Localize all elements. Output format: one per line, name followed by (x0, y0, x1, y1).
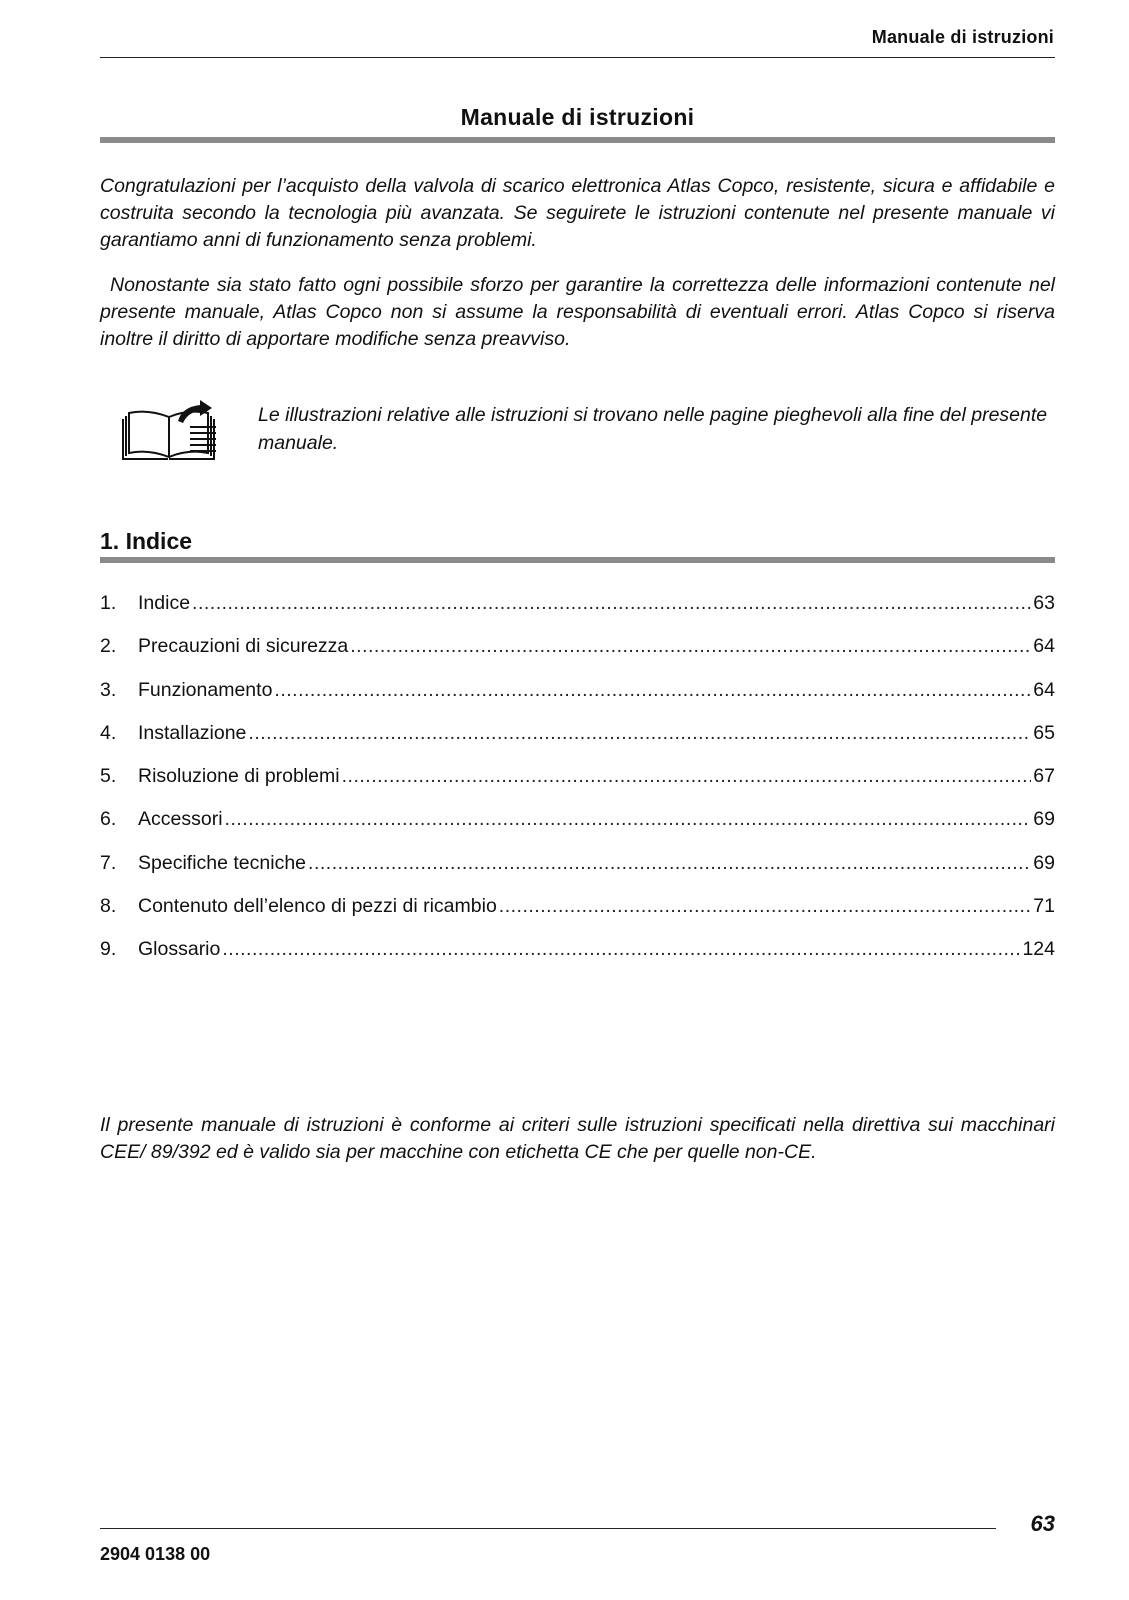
toc-page-number: 69 (1033, 808, 1055, 831)
toc-page-number: 64 (1033, 678, 1055, 701)
toc-number: 6. (100, 808, 117, 831)
toc-number: 8. (100, 895, 117, 918)
foldout-note: Le illustrazioni relative alle istruzioni si trovano nelle pagine pieghevoli alla fine del presente manuale. (258, 404, 1048, 454)
running-header-title: Manuale di istruzioni (871, 27, 1054, 47)
toc-leader-dots (222, 938, 1020, 961)
intro-paragraph-2-text: Nonostante sia stato fatto ogni possibile sforzo per garantire la correttezza delle informazioni contenute nel presente manuale, Atlas Copco non si assume la responsabilità di eventuali errori. Atlas Copco si riserva inoltre il diritto di apportare modifiche senza preavviso. (100, 274, 1055, 350)
toc-page-number: 124 (1022, 938, 1055, 961)
toc-entry[interactable] (100, 679, 1055, 722)
document-title: Manuale di istruzioni (460, 104, 695, 130)
toc-page-number: 67 (1033, 765, 1055, 788)
table-of-contents (100, 592, 1055, 982)
footer-rule (100, 1528, 996, 1529)
book-with-arrow-icon (120, 397, 226, 469)
toc-title: Installazione (138, 721, 247, 744)
toc-title: Glossario (138, 938, 221, 961)
title-underline (100, 137, 1055, 143)
toc-entry[interactable] (100, 722, 1055, 765)
toc-leader-dots (308, 852, 1031, 875)
toc-title: Precauzioni di sicurezza (138, 635, 349, 658)
toc-entry[interactable] (100, 765, 1055, 808)
toc-entry[interactable] (100, 635, 1055, 678)
toc-leader-dots (192, 592, 1031, 615)
toc-entry[interactable] (100, 938, 1055, 981)
page-number: 63 (1030, 1511, 1055, 1536)
toc-page-number: 64 (1033, 635, 1055, 658)
toc-leader-dots (274, 679, 1031, 702)
toc-leader-dots (248, 722, 1031, 745)
header-rule (100, 57, 1055, 58)
toc-title: Indice (138, 592, 191, 614)
toc-number: 4. (100, 721, 117, 744)
toc-leader-dots (225, 808, 1032, 831)
toc-entry[interactable] (100, 895, 1055, 938)
toc-number: 7. (100, 851, 117, 874)
toc-page-number: 71 (1033, 895, 1055, 918)
toc-entry[interactable] (100, 808, 1055, 851)
toc-leader-dots (350, 635, 1031, 658)
toc-page-number: 63 (1033, 592, 1055, 614)
document-code: 2904 0138 00 (100, 1544, 211, 1564)
section-heading-indice: 1. Indice (100, 528, 193, 554)
toc-title: Contenuto dell’elenco di pezzi di ricambio (138, 895, 497, 918)
intro-paragraph-2 (100, 272, 1055, 353)
toc-title: Specifiche tecniche (138, 851, 307, 874)
section-underline (100, 557, 1055, 563)
toc-number: 2. (100, 635, 117, 658)
intro-paragraph-1: Congratulazioni per l’acquisto della valvola di scarico elettronica Atlas Copco, resistente, sicura e affidabile e costruita secondo la tecnologia più avanzata. Se seguirete le istruzioni contenute nel presente manuale vi garantiamo anni di funzionamento senza problemi. (100, 175, 1055, 251)
toc-leader-dots (342, 765, 1032, 788)
toc-number: 3. (100, 678, 117, 701)
toc-leader-dots (499, 895, 1032, 918)
toc-title: Accessori (138, 808, 223, 831)
toc-number: 1. (100, 592, 117, 614)
compliance-note: Il presente manuale di istruzioni è conforme ai criteri sulle istruzioni specificati nella direttiva sui macchinari CEE/ 89/392 ed è valido sia per macchine con etichetta CE che per quelle non-CE. (100, 1114, 1055, 1163)
toc-entry[interactable] (100, 592, 1055, 635)
toc-title: Risoluzione di problemi (138, 765, 340, 788)
toc-number: 9. (100, 938, 117, 961)
toc-entry[interactable] (100, 852, 1055, 895)
toc-page-number: 69 (1033, 851, 1055, 874)
toc-title: Funzionamento (138, 678, 273, 701)
toc-number: 5. (100, 765, 117, 788)
toc-page-number: 65 (1033, 721, 1055, 744)
